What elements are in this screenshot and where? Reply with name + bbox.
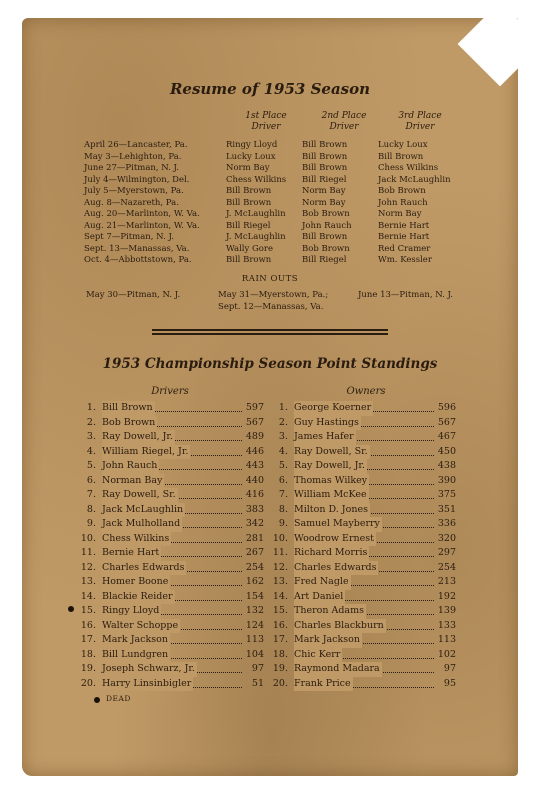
standing-name: Jack Mulholland (102, 517, 182, 532)
standing-points: 124 (245, 619, 264, 631)
standing-rank: 5. (86, 460, 96, 471)
driver-standing-row (78, 445, 264, 460)
standing-name: Mark Jackson (102, 633, 170, 648)
rainout-middle-1: May 31—Myerstown, Pa.; (218, 290, 329, 300)
standing-points: 267 (245, 547, 264, 558)
standing-points: 95 (443, 677, 456, 689)
standing-name: Walter Schoppe (102, 619, 180, 634)
rainout-middle-2: Sept. 12—Manassas, Va. (218, 302, 324, 312)
driver-standing-row (78, 517, 264, 532)
standing-name: John Rauch (102, 459, 159, 474)
standing-name: Richard Morris (294, 546, 369, 561)
standing-points: 51 (251, 677, 264, 689)
resume-title: Resume of 1953 Season (169, 80, 371, 98)
standing-name: Theron Adams (294, 604, 366, 619)
standing-points: 139 (437, 605, 456, 616)
standing-points: 320 (437, 532, 456, 544)
standing-points: 102 (437, 648, 456, 660)
race-second-cell: Bob Brown (302, 243, 350, 254)
owner-standing-row (270, 416, 456, 431)
first-place-column (226, 140, 286, 267)
owner-standing-row (270, 590, 456, 605)
driver-standing-row (78, 430, 264, 445)
standing-points: 567 (245, 416, 264, 428)
standing-rank: 19. (272, 663, 288, 674)
standing-name: Bill Lundgren (102, 648, 170, 663)
standing-points: 489 (245, 431, 264, 442)
driver-standing-row (78, 546, 264, 561)
standing-points: 567 (437, 416, 456, 428)
driver-standing-row (78, 619, 264, 634)
standing-points: 416 (245, 489, 264, 500)
standing-points: 281 (245, 532, 264, 544)
standing-rank: 16. (272, 619, 288, 631)
standings-title: 1953 Championship Season Point Standings (102, 356, 438, 372)
standing-rank: 2. (278, 416, 288, 428)
race-second-cell: Bill Riegel (302, 174, 347, 185)
standing-rank: 13. (272, 576, 288, 587)
race-first-cell: Ringy Lloyd (226, 140, 278, 150)
race-date-cell: Aug. 20—Marlinton, W. Va. (84, 209, 200, 219)
owner-standing-row (270, 648, 456, 663)
standing-points: 342 (245, 518, 264, 529)
standing-points: 440 (245, 474, 264, 486)
race-date-cell: July 4—Wilmington, Del. (84, 174, 190, 185)
driver-standing-row (78, 604, 264, 619)
race-first-cell: Wally Gore (226, 243, 274, 254)
standing-points: 192 (437, 590, 456, 602)
standing-rank: 9. (86, 518, 96, 529)
owner-standing-row (270, 488, 456, 503)
standing-points: 254 (245, 561, 264, 573)
rainout-left: May 30—Pitman, N. J. (86, 290, 181, 300)
owner-standing-row (270, 546, 456, 561)
race-third-cell: Red Cramer (378, 243, 431, 254)
standing-name: Raymond Madara (294, 662, 382, 677)
race-first-cell: Bill Brown (226, 197, 272, 208)
driver-standing-row (78, 401, 264, 416)
standing-rank: 7. (278, 489, 288, 500)
standing-rank: 6. (278, 474, 288, 486)
standing-points: 133 (437, 619, 456, 631)
owners-standings (270, 401, 456, 691)
third-place-column (378, 140, 451, 267)
divider-line (152, 333, 388, 335)
race-date-cell: Sept 7—Pitman, N. J. (84, 232, 174, 242)
standing-points: 467 (437, 431, 456, 442)
driver-standing-row (78, 459, 264, 474)
divider-line (152, 329, 388, 331)
header-first-place: 1st Place Driver (245, 111, 287, 132)
standing-rank: 12. (272, 561, 288, 573)
race-third-cell: Bernie Hart (378, 232, 430, 242)
standing-rank: 18. (80, 648, 96, 660)
owner-standing-row (270, 459, 456, 474)
owner-standing-row (270, 430, 456, 445)
standing-points: 375 (437, 489, 456, 500)
standing-rank: 15. (272, 605, 288, 616)
standing-name: James Hafer (294, 430, 356, 445)
standing-rank: 10. (80, 532, 96, 544)
standing-name: Norman Bay (102, 474, 164, 489)
driver-standing-row (78, 662, 264, 677)
standing-rank: 20. (80, 677, 96, 689)
race-first-cell: Chess Wilkins (226, 174, 287, 185)
standing-rank: 8. (278, 503, 288, 515)
owner-standing-row (270, 503, 456, 518)
standing-rank: 20. (272, 677, 288, 689)
standing-rank: 8. (86, 503, 96, 515)
standing-name: Harry Linsinbigler (102, 677, 193, 692)
standing-rank: 1. (278, 402, 288, 413)
standing-points: 336 (437, 518, 456, 529)
standing-rank: 4. (278, 445, 288, 457)
standing-rank: 7. (86, 489, 96, 500)
standing-name: Charles Edwards (294, 561, 378, 576)
standing-name: Bill Brown (102, 401, 155, 416)
standing-name: Thomas Wilkey (294, 474, 369, 489)
race-first-cell: Bill Riegel (226, 220, 271, 231)
standing-rank: 6. (86, 474, 96, 486)
standing-name: Samuel Mayberry (294, 517, 382, 532)
race-second-cell: Bill Brown (302, 232, 348, 242)
owner-standing-row (270, 677, 456, 692)
standing-points: 113 (437, 634, 456, 645)
race-date-cell: Aug. 21—Marlinton, W. Va. (84, 220, 200, 231)
race-second-cell: Norm Bay (302, 186, 346, 196)
race-third-cell: Wm. Kessler (378, 255, 432, 265)
standing-name: Art Daniel (294, 590, 345, 605)
standing-rank: 12. (80, 561, 96, 573)
driver-standing-row (78, 503, 264, 518)
standing-name: Jack McLaughlin (102, 503, 185, 518)
standing-name: Blackie Reider (102, 590, 175, 605)
driver-standing-row (78, 416, 264, 431)
driver-standing-row (78, 474, 264, 489)
standing-points: 450 (437, 445, 456, 457)
standing-name: Bernie Hart (102, 546, 161, 561)
standing-rank: 17. (272, 634, 288, 645)
driver-standing-row (78, 677, 264, 692)
standing-name: Milton D. Jones (294, 503, 370, 518)
race-date-cell: Sept. 13—Manassas, Va. (84, 243, 190, 254)
race-date-cell: July 5—Myerstown, Pa. (84, 186, 184, 196)
race-second-cell: Bill Riegel (302, 255, 347, 265)
standing-name: William McKee (294, 488, 369, 503)
owner-standing-row (270, 619, 456, 634)
standing-rank: 3. (278, 431, 288, 442)
standing-points: 132 (245, 605, 264, 616)
standing-name: Chess Wilkins (102, 532, 171, 547)
standing-rank: 19. (80, 663, 96, 674)
owner-standing-row (270, 517, 456, 532)
standing-rank: 1. (86, 402, 96, 413)
standing-points: 154 (245, 590, 264, 602)
race-date-cell: April 26—Lancaster, Pa. (84, 140, 188, 150)
standing-points: 596 (437, 402, 456, 413)
standing-rank: 13. (80, 576, 96, 587)
race-third-cell: John Rauch (378, 197, 428, 208)
standing-rank: 15. (80, 605, 96, 616)
footnote-marker-icon (94, 697, 100, 703)
standing-points: 443 (245, 460, 264, 471)
header-third-place: 3rd Place Driver (398, 111, 442, 132)
standing-name: George Koerner (294, 401, 373, 416)
standing-rank: 11. (80, 547, 96, 558)
rainouts-label: RAIN OUTS (241, 274, 299, 284)
race-second-cell: Bob Brown (302, 209, 350, 219)
driver-standing-row (78, 633, 264, 648)
race-third-cell: Chess Wilkins (378, 163, 439, 173)
owner-standing-row (270, 401, 456, 416)
race-second-cell: Bill Brown (302, 140, 348, 150)
race-first-cell: Bill Brown (226, 255, 272, 265)
standing-name: Ray Dowell, Jr. (294, 459, 367, 474)
footnote-text: DEAD (106, 694, 131, 703)
race-third-cell: Lucky Loux (378, 140, 428, 150)
race-third-cell: Bob Brown (378, 186, 426, 196)
owner-standing-row (270, 532, 456, 547)
header-second-place: 2nd Place Driver (321, 111, 367, 132)
standing-points: 597 (245, 402, 264, 413)
standing-rank: 5. (278, 460, 288, 471)
owner-standing-row (270, 561, 456, 576)
standing-rank: 3. (86, 431, 96, 442)
standing-name: Frank Price (294, 677, 353, 692)
race-first-cell: J. McLaughlin (226, 209, 286, 219)
standing-name: Homer Boone (102, 575, 170, 590)
standing-rank: 11. (272, 547, 288, 558)
race-date-cell: Aug. 8—Nazareth, Pa. (84, 197, 179, 208)
standing-points: 254 (437, 561, 456, 573)
standing-rank: 17. (80, 634, 96, 645)
race-second-cell: John Rauch (302, 220, 352, 231)
race-second-cell: Norm Bay (302, 197, 346, 208)
standing-name: Charles Blackburn (294, 619, 386, 634)
driver-standing-row (78, 532, 264, 547)
race-third-cell: Bernie Hart (378, 220, 430, 231)
standing-points: 97 (443, 663, 456, 674)
race-first-cell: Norm Bay (226, 163, 270, 173)
race-first-cell: Bill Brown (226, 186, 272, 196)
standing-name: Ray Dowell, Jr. (102, 430, 175, 445)
standing-points: 162 (245, 576, 264, 587)
race-second-cell: Bill Brown (302, 163, 348, 173)
standing-points: 446 (245, 445, 264, 457)
owner-standing-row (270, 575, 456, 590)
standing-name: Ray Dowell, Sr. (102, 488, 178, 503)
standing-rank: 2. (86, 416, 96, 428)
standing-points: 297 (437, 547, 456, 558)
owner-standing-row (270, 662, 456, 677)
standing-name: Ringy Lloyd (102, 604, 161, 619)
second-place-column (302, 140, 352, 267)
race-third-cell: Norm Bay (378, 209, 422, 219)
standing-points: 438 (437, 460, 456, 471)
standing-name: Ray Dowell, Sr. (294, 445, 370, 460)
standing-rank: 14. (272, 590, 288, 602)
standing-name: Guy Hastings (294, 416, 361, 431)
standing-rank: 9. (278, 518, 288, 529)
driver-standing-row (78, 575, 264, 590)
standing-points: 97 (251, 663, 264, 674)
standing-rank: 10. (272, 532, 288, 544)
owner-standing-row (270, 445, 456, 460)
owners-heading: Owners (346, 386, 386, 397)
race-first-cell: J. McLaughlin (226, 232, 286, 242)
standing-rank: 14. (80, 590, 96, 602)
driver-standing-row (78, 488, 264, 503)
race-first-cell: Lucky Loux (226, 151, 276, 162)
standing-name: Charles Edwards (102, 561, 186, 576)
race-date-cell: Oct. 4—Abbottstown, Pa. (84, 255, 192, 265)
standing-rank: 18. (272, 648, 288, 660)
rainout-right: June 13—Pitman, N. J. (358, 290, 454, 300)
driver-standing-row (78, 561, 264, 576)
standing-name: William Riegel, Jr. (102, 445, 190, 460)
drivers-standings (78, 401, 264, 691)
standing-name: Mark Jackson (294, 633, 362, 648)
driver-standing-row (78, 590, 264, 605)
driver-standing-row (78, 648, 264, 663)
standing-name: Woodrow Ernest (294, 532, 376, 547)
race-dates-column (84, 140, 200, 267)
race-date-cell: June 27—Pitman, N. J. (84, 163, 180, 173)
standing-rank: 16. (80, 619, 96, 631)
standing-points: 104 (245, 648, 264, 660)
standing-name: Chic Kerr (294, 648, 342, 663)
race-third-cell: Jack McLaughlin (378, 174, 451, 185)
owner-standing-row (270, 633, 456, 648)
drivers-heading: Drivers (151, 386, 189, 397)
owner-standing-row (270, 474, 456, 489)
race-date-cell: May 3—Lehighton, Pa. (84, 151, 182, 162)
standing-points: 113 (245, 634, 264, 645)
race-third-cell: Bill Brown (378, 151, 424, 162)
standing-points: 390 (437, 474, 456, 486)
standing-rank: 4. (86, 445, 96, 457)
deceased-marker-icon (68, 606, 74, 612)
standing-points: 213 (437, 576, 456, 587)
standing-name: Joseph Schwarz, Jr. (102, 662, 197, 677)
standing-name: Bob Brown (102, 416, 157, 431)
standing-name: Fred Nagle (294, 575, 351, 590)
owner-standing-row (270, 604, 456, 619)
race-second-cell: Bill Brown (302, 151, 348, 162)
standing-points: 351 (437, 503, 456, 515)
standing-points: 383 (245, 503, 264, 515)
